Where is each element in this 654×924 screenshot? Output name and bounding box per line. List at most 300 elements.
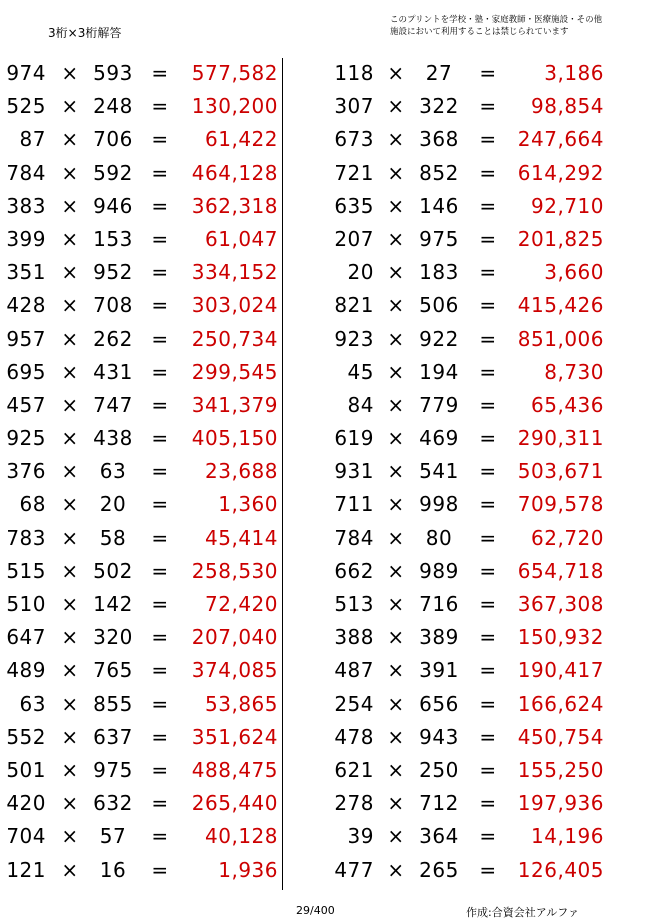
answer: 405,150: [191, 426, 278, 451]
problem-row: [320, 820, 610, 853]
multiplicand: 525: [6, 94, 46, 119]
equals-sign: =: [479, 127, 497, 152]
multiplicand: 515: [6, 558, 46, 583]
times-sign: ×: [387, 691, 405, 716]
times-sign: ×: [61, 625, 79, 650]
multiplicand: 383: [6, 193, 46, 218]
times-sign: ×: [61, 226, 79, 251]
problem-row: [320, 654, 610, 687]
multiplier: 989: [419, 558, 459, 583]
multiplicand: 784: [334, 525, 374, 550]
multiplicand: 118: [334, 61, 374, 85]
answer: 190,417: [517, 658, 604, 683]
equals-sign: =: [479, 260, 497, 285]
equals-sign: =: [479, 658, 497, 683]
equals-sign: =: [151, 459, 169, 484]
multiplier: 364: [419, 824, 459, 849]
multiplicand: 457: [6, 392, 46, 417]
multiplier: 952: [93, 260, 133, 285]
equals-sign: =: [479, 824, 497, 849]
answer: 65,436: [531, 392, 604, 417]
problem-row: [0, 854, 290, 887]
multiplier: 146: [419, 193, 459, 218]
problem-row: [0, 356, 290, 389]
times-sign: ×: [387, 558, 405, 583]
answer: 374,085: [191, 658, 278, 683]
answer: 23,688: [205, 459, 278, 484]
times-sign: ×: [387, 127, 405, 152]
multiplicand: 923: [334, 326, 374, 351]
multiplier: 855: [93, 691, 133, 716]
times-sign: ×: [387, 392, 405, 417]
answer: 14,196: [531, 824, 604, 849]
multiplicand: 711: [334, 492, 374, 517]
equals-sign: =: [479, 326, 497, 351]
answer: 709,578: [517, 492, 604, 517]
equals-sign: =: [151, 625, 169, 650]
multiplicand: 478: [334, 724, 374, 749]
times-sign: ×: [387, 658, 405, 683]
multiplier: 438: [93, 426, 133, 451]
multiplicand: 207: [334, 226, 374, 251]
answer: 72,420: [205, 592, 278, 616]
equals-sign: =: [479, 359, 497, 384]
multiplier: 248: [93, 94, 133, 119]
times-sign: ×: [61, 359, 79, 384]
page-number: 29/400: [296, 904, 335, 917]
problem-row: [320, 190, 610, 223]
multiplier: 943: [419, 724, 459, 749]
answer: 61,047: [205, 226, 278, 251]
answer: 290,311: [517, 426, 604, 451]
problem-row: [0, 688, 290, 721]
problem-row: [0, 588, 290, 621]
problem-row: [320, 621, 610, 654]
multiplier: 975: [93, 757, 133, 782]
multiplicand: 783: [6, 525, 46, 550]
equals-sign: =: [479, 724, 497, 749]
problem-row: [320, 754, 610, 787]
multiplier: 63: [99, 459, 127, 484]
equals-sign: =: [151, 392, 169, 417]
multiplicand: 351: [6, 260, 46, 285]
answer: 851,006: [517, 326, 604, 351]
multiplier: 58: [99, 525, 127, 550]
times-sign: ×: [387, 61, 405, 85]
problem-row: [320, 356, 610, 389]
equals-sign: =: [479, 293, 497, 318]
times-sign: ×: [61, 426, 79, 451]
times-sign: ×: [61, 857, 79, 882]
problem-row: [320, 289, 610, 322]
problem-row: [0, 256, 290, 289]
multiplier: 541: [419, 459, 459, 484]
equals-sign: =: [151, 426, 169, 451]
times-sign: ×: [61, 492, 79, 517]
equals-sign: =: [151, 857, 169, 882]
times-sign: ×: [61, 558, 79, 583]
answer: 92,710: [531, 193, 604, 218]
answer: 40,128: [205, 824, 278, 849]
multiplier: 391: [419, 658, 459, 683]
equals-sign: =: [479, 193, 497, 218]
problem-row: [320, 157, 610, 190]
problem-row: [0, 223, 290, 256]
answer: 150,932: [517, 625, 604, 650]
problem-row: [0, 820, 290, 853]
multiplicand: 784: [6, 160, 46, 185]
multiplicand: 821: [334, 293, 374, 318]
multiplicand: 399: [6, 226, 46, 251]
times-sign: ×: [61, 459, 79, 484]
answer: 415,426: [517, 293, 604, 318]
problem-row: [320, 688, 610, 721]
equals-sign: =: [479, 160, 497, 185]
multiplier: 765: [93, 658, 133, 683]
answer: 8,730: [544, 359, 604, 384]
times-sign: ×: [387, 94, 405, 119]
equals-sign: =: [151, 724, 169, 749]
answer: 130,200: [191, 94, 278, 119]
answer: 166,624: [517, 691, 604, 716]
times-sign: ×: [61, 326, 79, 351]
multiplicand: 487: [334, 658, 374, 683]
multiplicand: 513: [334, 592, 374, 616]
answer: 341,379: [191, 392, 278, 417]
answer: 207,040: [191, 625, 278, 650]
answer: 367,308: [517, 592, 604, 616]
problem-row: [0, 654, 290, 687]
equals-sign: =: [479, 857, 497, 882]
equals-sign: =: [479, 459, 497, 484]
answer: 654,718: [517, 558, 604, 583]
answer: 299,545: [191, 359, 278, 384]
multiplicand: 477: [334, 857, 374, 882]
multiplicand: 68: [19, 492, 46, 517]
multiplier: 708: [93, 293, 133, 318]
answer: 614,292: [517, 160, 604, 185]
problem-row: [320, 854, 610, 887]
problem-row: [0, 522, 290, 555]
equals-sign: =: [479, 426, 497, 451]
problem-row: [0, 422, 290, 455]
equals-sign: =: [479, 392, 497, 417]
problem-row: [320, 422, 610, 455]
equals-sign: =: [151, 757, 169, 782]
multiplicand: 695: [6, 359, 46, 384]
multiplicand: 635: [334, 193, 374, 218]
multiplier: 637: [93, 724, 133, 749]
equals-sign: =: [479, 592, 497, 616]
multiplicand: 84: [347, 392, 374, 417]
problem-row: [0, 123, 290, 156]
multiplicand: 704: [6, 824, 46, 849]
equals-sign: =: [151, 326, 169, 351]
times-sign: ×: [387, 459, 405, 484]
times-sign: ×: [387, 326, 405, 351]
usage-notice: このプリントを学校・塾・家庭教師・医療施設・その他 施設において利用することは禁じられています: [390, 15, 603, 37]
multiplicand: 957: [6, 326, 46, 351]
multiplicand: 489: [6, 658, 46, 683]
equals-sign: =: [151, 226, 169, 251]
answer: 250,734: [191, 326, 278, 351]
answer: 3,186: [544, 61, 604, 85]
problem-row: [320, 522, 610, 555]
answer: 126,405: [517, 857, 604, 882]
multiplicand: 673: [334, 127, 374, 152]
multiplier: 265: [419, 857, 459, 882]
times-sign: ×: [387, 226, 405, 251]
problem-row: [320, 787, 610, 820]
answer: 1,360: [218, 492, 278, 517]
equals-sign: =: [479, 691, 497, 716]
times-sign: ×: [387, 757, 405, 782]
problem-row: [0, 57, 290, 90]
times-sign: ×: [387, 160, 405, 185]
equals-sign: =: [479, 625, 497, 650]
multiplier: 142: [93, 592, 133, 616]
problem-row: [320, 256, 610, 289]
equals-sign: =: [151, 127, 169, 152]
equals-sign: =: [479, 94, 497, 119]
equals-sign: =: [151, 492, 169, 517]
answer: 258,530: [191, 558, 278, 583]
problem-row: [320, 57, 610, 90]
times-sign: ×: [61, 592, 79, 616]
answer: 61,422: [205, 127, 278, 152]
answer: 503,671: [517, 459, 604, 484]
multiplier: 27: [425, 61, 453, 85]
problem-row: [320, 123, 610, 156]
equals-sign: =: [151, 558, 169, 583]
equals-sign: =: [151, 824, 169, 849]
times-sign: ×: [387, 857, 405, 882]
problem-row: [0, 455, 290, 488]
multiplier: 779: [419, 392, 459, 417]
multiplicand: 428: [6, 293, 46, 318]
equals-sign: =: [151, 592, 169, 616]
times-sign: ×: [387, 824, 405, 849]
multiplier: 262: [93, 326, 133, 351]
multiplicand: 662: [334, 558, 374, 583]
multiplier: 194: [419, 359, 459, 384]
equals-sign: =: [151, 260, 169, 285]
problem-row: [0, 190, 290, 223]
answer: 45,414: [205, 525, 278, 550]
equals-sign: =: [151, 61, 169, 85]
times-sign: ×: [387, 260, 405, 285]
multiplicand: 501: [6, 757, 46, 782]
multiplier: 57: [99, 824, 127, 849]
problem-row: [0, 90, 290, 123]
problem-row: [0, 157, 290, 190]
multiplier: 706: [93, 127, 133, 152]
multiplier: 20: [99, 492, 127, 517]
times-sign: ×: [61, 193, 79, 218]
equals-sign: =: [479, 558, 497, 583]
multiplier: 389: [419, 625, 459, 650]
multiplicand: 552: [6, 724, 46, 749]
multiplicand: 254: [334, 691, 374, 716]
multiplicand: 621: [334, 757, 374, 782]
multiplicand: 121: [6, 857, 46, 882]
multiplicand: 45: [347, 359, 374, 384]
equals-sign: =: [151, 658, 169, 683]
problem-row: [0, 754, 290, 787]
answer: 450,754: [517, 724, 604, 749]
multiplicand: 647: [6, 625, 46, 650]
multiplier: 922: [419, 326, 459, 351]
times-sign: ×: [387, 492, 405, 517]
multiplicand: 87: [19, 127, 46, 152]
times-sign: ×: [61, 757, 79, 782]
answer: 3,660: [544, 260, 604, 285]
multiplicand: 510: [6, 592, 46, 616]
times-sign: ×: [387, 193, 405, 218]
multiplier: 946: [93, 193, 133, 218]
problem-row: [0, 289, 290, 322]
multiplicand: 388: [334, 625, 374, 650]
problem-row: [0, 389, 290, 422]
problem-row: [320, 488, 610, 521]
times-sign: ×: [61, 94, 79, 119]
answer: 247,664: [517, 127, 604, 152]
problem-row: [0, 555, 290, 588]
problem-row: [320, 389, 610, 422]
multiplier: 593: [93, 61, 133, 85]
multiplicand: 63: [19, 691, 46, 716]
multiplicand: 278: [334, 791, 374, 816]
answer: 197,936: [517, 791, 604, 816]
author-credit: 作成:合資会社アルファ: [466, 906, 580, 919]
times-sign: ×: [61, 691, 79, 716]
equals-sign: =: [151, 293, 169, 318]
multiplier: 632: [93, 791, 133, 816]
times-sign: ×: [387, 293, 405, 318]
multiplicand: 420: [6, 791, 46, 816]
multiplier: 716: [419, 592, 459, 616]
multiplier: 975: [419, 226, 459, 251]
problem-row: [320, 588, 610, 621]
times-sign: ×: [387, 592, 405, 616]
multiplier: 712: [419, 791, 459, 816]
times-sign: ×: [61, 260, 79, 285]
problem-row: [320, 455, 610, 488]
answer: 303,024: [191, 293, 278, 318]
multiplicand: 974: [6, 61, 46, 85]
equals-sign: =: [479, 791, 497, 816]
equals-sign: =: [151, 193, 169, 218]
equals-sign: =: [479, 492, 497, 517]
times-sign: ×: [387, 426, 405, 451]
left-problem-column: [0, 57, 290, 887]
answer: 464,128: [191, 160, 278, 185]
multiplier: 320: [93, 625, 133, 650]
times-sign: ×: [61, 293, 79, 318]
answer: 265,440: [191, 791, 278, 816]
multiplier: 431: [93, 359, 133, 384]
multiplicand: 619: [334, 426, 374, 451]
equals-sign: =: [151, 691, 169, 716]
times-sign: ×: [387, 525, 405, 550]
multiplier: 852: [419, 160, 459, 185]
multiplier: 250: [419, 757, 459, 782]
problem-row: [0, 721, 290, 754]
answer: 362,318: [191, 193, 278, 218]
answer: 98,854: [531, 94, 604, 119]
answer: 62,720: [531, 525, 604, 550]
answer: 53,865: [205, 691, 278, 716]
times-sign: ×: [61, 127, 79, 152]
equals-sign: =: [151, 525, 169, 550]
multiplier: 368: [419, 127, 459, 152]
multiplicand: 925: [6, 426, 46, 451]
times-sign: ×: [61, 791, 79, 816]
multiplicand: 39: [347, 824, 374, 849]
answer: 334,152: [191, 260, 278, 285]
multiplier: 80: [425, 525, 453, 550]
multiplier: 747: [93, 392, 133, 417]
problem-row: [0, 323, 290, 356]
times-sign: ×: [61, 160, 79, 185]
equals-sign: =: [479, 757, 497, 782]
right-problem-column: [320, 57, 610, 887]
times-sign: ×: [61, 525, 79, 550]
equals-sign: =: [151, 791, 169, 816]
times-sign: ×: [61, 658, 79, 683]
answer: 351,624: [191, 724, 278, 749]
multiplicand: 20: [347, 260, 374, 285]
multiplier: 469: [419, 426, 459, 451]
multiplicand: 376: [6, 459, 46, 484]
multiplier: 183: [419, 260, 459, 285]
times-sign: ×: [387, 359, 405, 384]
multiplicand: 307: [334, 94, 374, 119]
times-sign: ×: [387, 791, 405, 816]
problem-row: [320, 555, 610, 588]
times-sign: ×: [387, 724, 405, 749]
problem-row: [320, 721, 610, 754]
answer: 577,582: [191, 61, 278, 85]
multiplier: 502: [93, 558, 133, 583]
answer: 1,936: [218, 857, 278, 882]
problem-row: [320, 90, 610, 123]
problem-row: [320, 323, 610, 356]
answer: 201,825: [517, 226, 604, 251]
answer: 155,250: [517, 757, 604, 782]
multiplier: 153: [93, 226, 133, 251]
problem-row: [0, 488, 290, 521]
times-sign: ×: [61, 392, 79, 417]
equals-sign: =: [151, 160, 169, 185]
multiplicand: 721: [334, 160, 374, 185]
multiplier: 656: [419, 691, 459, 716]
multiplier: 506: [419, 293, 459, 318]
answer: 488,475: [191, 757, 278, 782]
problem-row: [0, 787, 290, 820]
equals-sign: =: [151, 94, 169, 119]
multiplier: 998: [419, 492, 459, 517]
problem-row: [320, 223, 610, 256]
times-sign: ×: [61, 61, 79, 85]
times-sign: ×: [387, 625, 405, 650]
problem-row: [0, 621, 290, 654]
multiplier: 592: [93, 160, 133, 185]
equals-sign: =: [151, 359, 169, 384]
times-sign: ×: [61, 724, 79, 749]
equals-sign: =: [479, 226, 497, 251]
equals-sign: =: [479, 525, 497, 550]
